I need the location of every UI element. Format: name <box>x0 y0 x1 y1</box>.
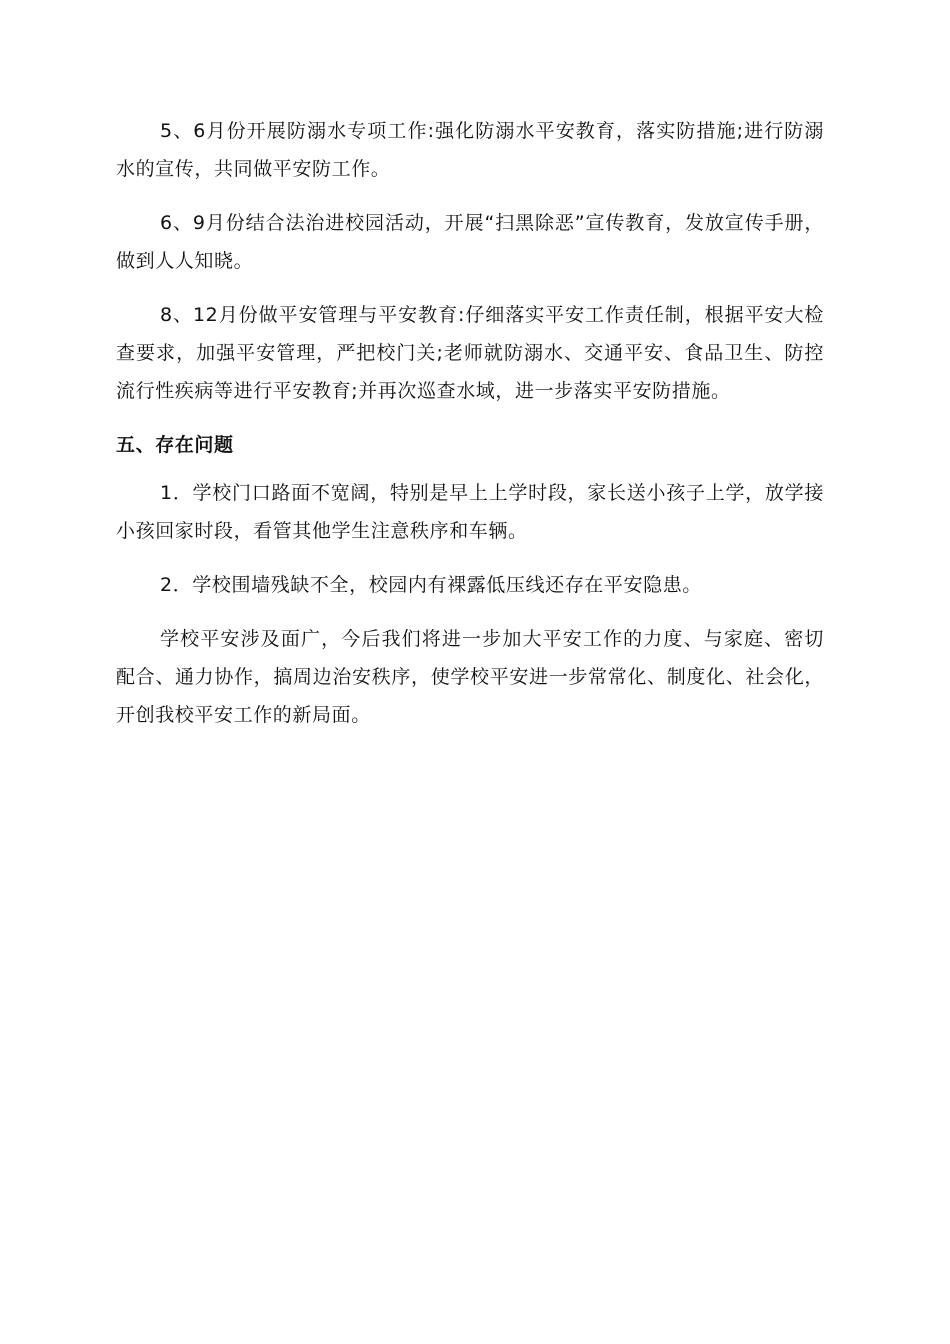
paragraph-problem-road: 1．学校门口路面不宽阔，特别是早上上学时段，家长送小孩子上学，放学接小孩回家时段，看管其他学生注意秩序和车辆。 <box>116 482 824 542</box>
paragraph-june-drowning-prevention: 5、6月份开展防溺水专项工作:强化防溺水平安教育，落实防措施;进行防溺水的宣传，共同做平安防工作。 <box>116 120 824 180</box>
paragraph-conclusion: 学校平安涉及面广，今后我们将进一步加大平安工作的力度、与家庭、密切配合、通力协作，搞周边治安秩序，使学校平安进一步常常化、制度化、社会化，开创我校平安工作的新局面。 <box>116 628 824 726</box>
document-page <box>116 112 824 750</box>
paragraph-problem-wall: 2．学校围墙残缺不全，校园内有裸露低压线还存在平安隐患。 <box>160 574 702 596</box>
paragraph-september-legal-education: 6、9月份结合法治进校园活动，开展“扫黑除恶”宣传教育，发放宣传手册，做到人人知晓。 <box>116 212 824 272</box>
paragraph-december-safety-management: 8、12月份做平安管理与平安教育:仔细落实平安工作责任制，根据平安大检查要求，加强平安管理，严把校门关;老师就防溺水、交通平安、食品卫生、防控流行性疾病等进行平安教育;并再次巡查水域，进一步落实平安防措施。 <box>116 304 824 402</box>
section-heading-existing-problems: 五、存在问题 <box>116 434 234 456</box>
